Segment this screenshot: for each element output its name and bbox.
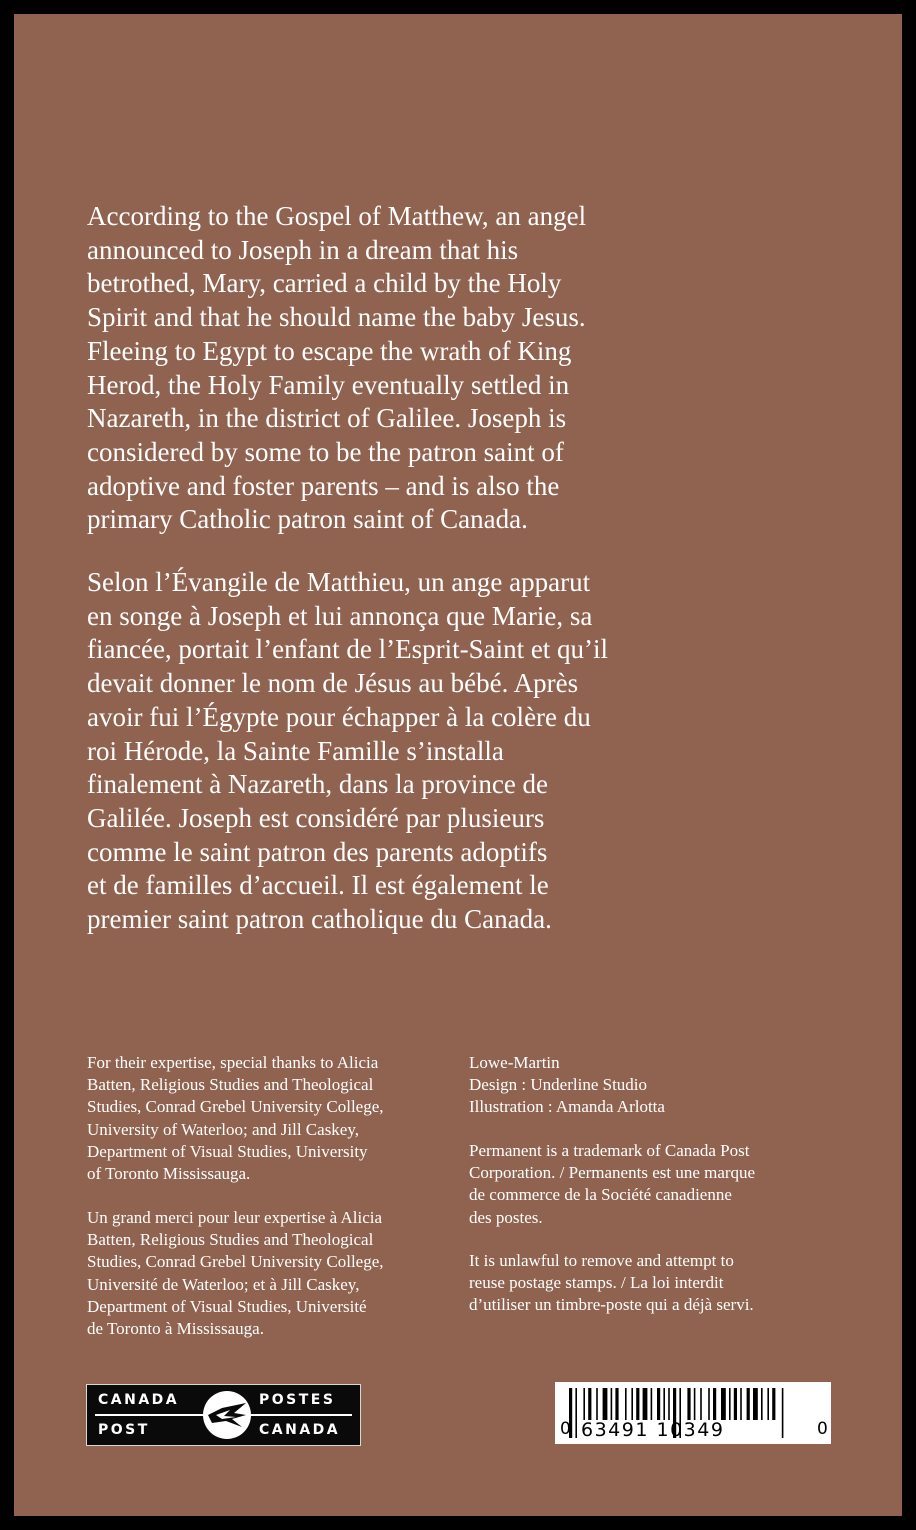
canada-post-logo [86, 1384, 361, 1446]
text-line: roi Hérode, la Sainte Famille s’installa [87, 735, 504, 766]
barcode-bar [767, 1388, 769, 1420]
text-line: Fleeing to Egypt to escape the wrath of King [87, 335, 572, 366]
text-line: des postes. [469, 1207, 543, 1227]
text-line: et de familles d’accueil. Il est également le [87, 870, 549, 901]
barcode-bar [721, 1388, 726, 1420]
text-line: Studies, Conrad Grebel University College, [87, 1097, 384, 1117]
acknowledgements-french [87, 1207, 384, 1340]
text-line: considered by some to be the patron saint of [87, 436, 564, 467]
text-line: Lowe-Martin [469, 1053, 560, 1072]
barcode-bar [700, 1388, 702, 1420]
text-line: According to the Gospel of Matthew, an angel [87, 201, 587, 231]
barcode-number: 63491 10349 [581, 1419, 725, 1441]
text-line: Department of Visual Studies, University [87, 1141, 368, 1161]
barcode-bar [668, 1388, 670, 1420]
text-line: fiancée, portait l’enfant de l’Esprit-Saint et qu’il [87, 634, 609, 665]
english-description [87, 200, 727, 537]
text-line: Galilée. Joseph est considéré par plusieurs [87, 802, 545, 833]
text-line: Université de Waterloo; et à Jill Caskey, [87, 1274, 360, 1294]
barcode-bar [663, 1388, 665, 1420]
barcode-bar [729, 1388, 731, 1420]
text-line: Un grand merci pour leur expertise à Alicia [87, 1208, 383, 1227]
text-line: devait donner le nom de Jésus au bébé. Après [87, 668, 579, 699]
barcode-bar [643, 1388, 648, 1420]
text-line: Design : Underline Studio [469, 1075, 648, 1095]
text-line: d’utiliser un timbre-poste qui a déjà servi. [469, 1295, 754, 1315]
barcode-bar [761, 1388, 763, 1420]
barcode-bar [734, 1388, 737, 1420]
barcode-bar [708, 1388, 710, 1420]
text-line: en songe à Joseph et lui annonça que Marie, sa [87, 600, 593, 631]
barcode-bar [694, 1388, 696, 1420]
text-line: Selon l’Évangile de Matthieu, un ange apparut [87, 567, 591, 597]
barcode-bar [583, 1388, 585, 1420]
text-line: For their expertise, special thanks to Alicia [87, 1053, 379, 1072]
text-line: of Toronto Mississauga. [87, 1164, 251, 1184]
text-line: premier saint patron catholique du Canada. [87, 904, 552, 935]
barcode-bar [636, 1388, 639, 1420]
logo-text-postes: POSTES [259, 1392, 336, 1408]
logo-text-canada-2: CANADA [259, 1422, 341, 1438]
text-line: Department of Visual Studies, Université [87, 1296, 367, 1316]
text-line: betrothed, Mary, carried a child by the Holy [87, 268, 562, 299]
text-line: Herod, the Holy Family eventually settled in [87, 369, 570, 400]
text-line: finalement à Nazareth, dans la province de [87, 769, 549, 800]
barcode-bar [625, 1388, 627, 1420]
text-line: announced to Joseph in a dream that his [87, 234, 519, 265]
legal-notice [469, 1250, 754, 1317]
logo-text-canada: CANADA [98, 1392, 180, 1408]
production-credits [469, 1052, 665, 1119]
barcode-right-digit: 0 [817, 1419, 828, 1439]
eagle-emblem-icon [202, 1389, 252, 1441]
barcode-bar [611, 1388, 613, 1420]
barcode-bar [740, 1388, 742, 1420]
text-line: de Toronto à Mississauga. [87, 1319, 264, 1339]
barcode-bar [651, 1388, 653, 1420]
text-line: Batten, Religious Studies and Theological [87, 1230, 374, 1250]
barcode-bar [687, 1388, 690, 1420]
upc-barcode [555, 1382, 831, 1444]
text-line: Nazareth, in the district of Galilee. Joseph is [87, 403, 567, 434]
stamp-booklet-back [14, 14, 902, 1516]
text-line: reuse postage stamps. / La loi interdit [469, 1273, 724, 1293]
french-description [87, 566, 727, 937]
text-line: adoptive and foster parents – and is also the [87, 470, 560, 501]
barcode-bar [596, 1388, 598, 1420]
barcode-bar [603, 1388, 608, 1420]
text-line: Permanent is a trademark of Canada Post [469, 1141, 750, 1160]
text-line: Illustration : Amanda Arlotta [469, 1097, 665, 1117]
barcode-bar [588, 1388, 591, 1420]
barcode-bar [713, 1388, 716, 1420]
text-line: University of Waterloo; and Jill Caskey, [87, 1119, 359, 1139]
text-line: avoir fui l’Égypte pour échapper à la colère du [87, 701, 591, 732]
acknowledgements-english [87, 1052, 384, 1185]
barcode-bar [753, 1388, 758, 1420]
text-line: Spirit and that he should name the baby Jesus. [87, 302, 586, 333]
text-line: Batten, Religious Studies and Theological [87, 1075, 374, 1095]
text-line: comme le saint patron des parents adoptifs [87, 836, 548, 867]
barcode-bar [747, 1388, 750, 1420]
barcode-bar [615, 1388, 618, 1420]
trademark-notice [469, 1140, 755, 1229]
barcode-left-digit: 0 [560, 1419, 571, 1439]
text-line: primary Catholic patron saint of Canada. [87, 504, 528, 535]
barcode-bar [631, 1388, 633, 1420]
text-line: It is unlawful to remove and attempt to [469, 1251, 734, 1270]
text-line: Corporation. / Permanents est une marque [469, 1163, 756, 1183]
barcode-bar [657, 1388, 660, 1420]
barcode-bar [772, 1388, 775, 1420]
text-line: Studies, Conrad Grebel University College, [87, 1252, 384, 1272]
text-line: de commerce de la Société canadienne [469, 1185, 732, 1205]
barcode-bar [782, 1388, 784, 1438]
barcode-bar [575, 1388, 577, 1438]
logo-text-post: POST [98, 1422, 150, 1438]
